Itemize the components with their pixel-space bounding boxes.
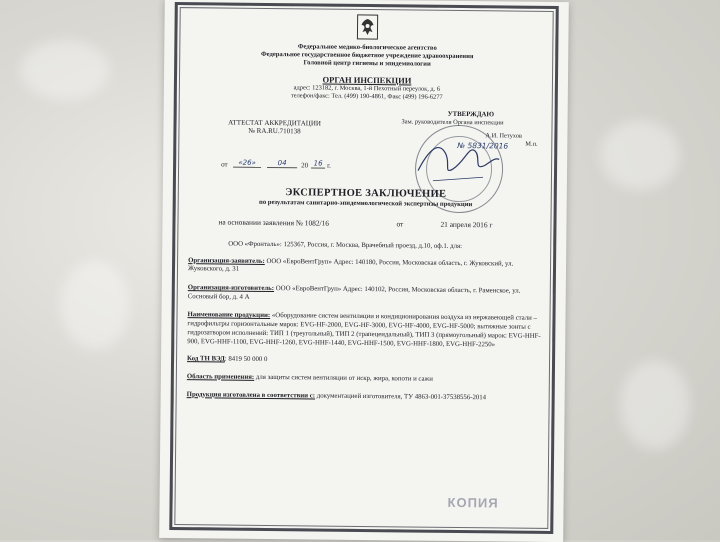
address-line: адрес: 123182, г. Москва, 1-й Пехотный переулок, д. 6 bbox=[293, 84, 441, 93]
applicant-text: ООО «ЕвроВентГруп» Адрес: 140180, Россия, Московская область, г. Жуковский, ул. Жуковского, д. 31 bbox=[187, 257, 514, 274]
code-section: Код ТН ВЭД: 8419 50 000 0 bbox=[187, 355, 268, 364]
approval-label: УТВЕРЖДАЮ bbox=[447, 110, 495, 118]
approval-position: Зам. руководителя Органа инспекции bbox=[401, 118, 504, 127]
date-year-prefix: 20 bbox=[301, 160, 309, 169]
manufacturer-label: Организация-изготовитель: bbox=[187, 284, 275, 293]
date-year: 16 bbox=[311, 159, 325, 169]
application-from: от bbox=[396, 219, 404, 229]
handwritten-number: № 5831/2016 bbox=[457, 140, 509, 151]
agency-header bbox=[190, 42, 544, 70]
signature-icon bbox=[413, 131, 504, 192]
date-day: «26» bbox=[233, 158, 261, 168]
product-label: Наименование продукции: bbox=[187, 311, 271, 320]
applicant-label: Организация-заявитель: bbox=[188, 256, 265, 265]
application-line bbox=[188, 218, 542, 236]
date-prefix: от bbox=[221, 160, 228, 169]
copy-watermark: КОПИЯ bbox=[447, 494, 499, 511]
agency-line-2: Федеральное государственное бюджетное учреждение здравоохранения bbox=[260, 51, 474, 61]
date-suffix: г. bbox=[327, 161, 331, 170]
manufacturer-text: ООО «ЕвроВентГруп» Адрес: 140102, Россия, Московская область, г. Раменское, ул. Сосновый бор, д. 4 А bbox=[187, 285, 521, 301]
applicant-section bbox=[188, 257, 542, 278]
client-line: ООО «Фронталь»: 125367, Россия, г. Москва, Врачебный проезд, д.10, оф.1. для: bbox=[228, 240, 463, 251]
scope-text: для защиты систем вентиляции от искр, жира, копоти и сажи bbox=[255, 373, 433, 383]
scope-section bbox=[187, 373, 541, 385]
phone-line: телефон/факс: Тел. (499) 190-4861, Факс (499) 196-6277 bbox=[290, 92, 443, 102]
product-section bbox=[187, 312, 541, 350]
accreditation-block bbox=[219, 118, 329, 136]
manufacturer-section bbox=[188, 284, 542, 305]
agency-line-3: Головной центр гигиены и эпидемиологии bbox=[303, 59, 431, 69]
document-title: ЭКСПЕРТНОЕ ЗАКЛЮЧЕНИЕ bbox=[285, 186, 447, 200]
document-page bbox=[159, 0, 569, 542]
organ-title: ОРГАН ИНСПЕКЦИИ bbox=[322, 74, 412, 86]
agency-line-1: Федеральное медико-биологическое агентство bbox=[297, 43, 437, 52]
application-date: 21 апреля 2016 г bbox=[440, 219, 493, 230]
scope-label: Область применения: bbox=[186, 373, 255, 381]
approval-mp: М.п. bbox=[525, 140, 538, 148]
approval-name: А.И. Петухов bbox=[485, 132, 522, 141]
document-content bbox=[187, 12, 545, 403]
accreditation-label: АТТЕСТАТ АККРЕДИТАЦИИ bbox=[228, 118, 322, 128]
product-text: «Оборудование систем вентиляции и кондиционирования воздуха из нержавеющей стали – гидрофильтры горизонтальные марок: EVG-HF-2000, EVG-HF-3000, EVG-HF-4000, EVG-HF-5000; вытяжные зонты с гидрозатвором исполнений: ТИП 1 (треугольный), ТИП 2 (трапецеидальный), ТИП 3 (прямоугольный) марок: EVG-HHF-900, EVG-HHF-1100, EVG-HHF-1260, EVG-HHF-1440, EVG-HHF-1500, EVG-HHF-1800, EVG-HHF-2250» bbox=[187, 312, 541, 348]
manufactured-label: Продукция изготовлена в соответствии с: bbox=[186, 390, 316, 400]
code-value: 8419 50 000 0 bbox=[228, 355, 268, 364]
application-text: на основании заявления № 1082/16 bbox=[218, 217, 330, 228]
document-subtitle: по результатам санитарно-эпидемиологической экспертизы продукции bbox=[259, 199, 473, 209]
accreditation-number: № RA.RU.710138 bbox=[248, 126, 301, 136]
manufactured-text: документацией изготовителя, ТУ 4863-001-37538556-2014 bbox=[316, 392, 487, 401]
date-month: 04 bbox=[267, 159, 297, 169]
code-label: Код ТН ВЭД bbox=[187, 355, 225, 363]
